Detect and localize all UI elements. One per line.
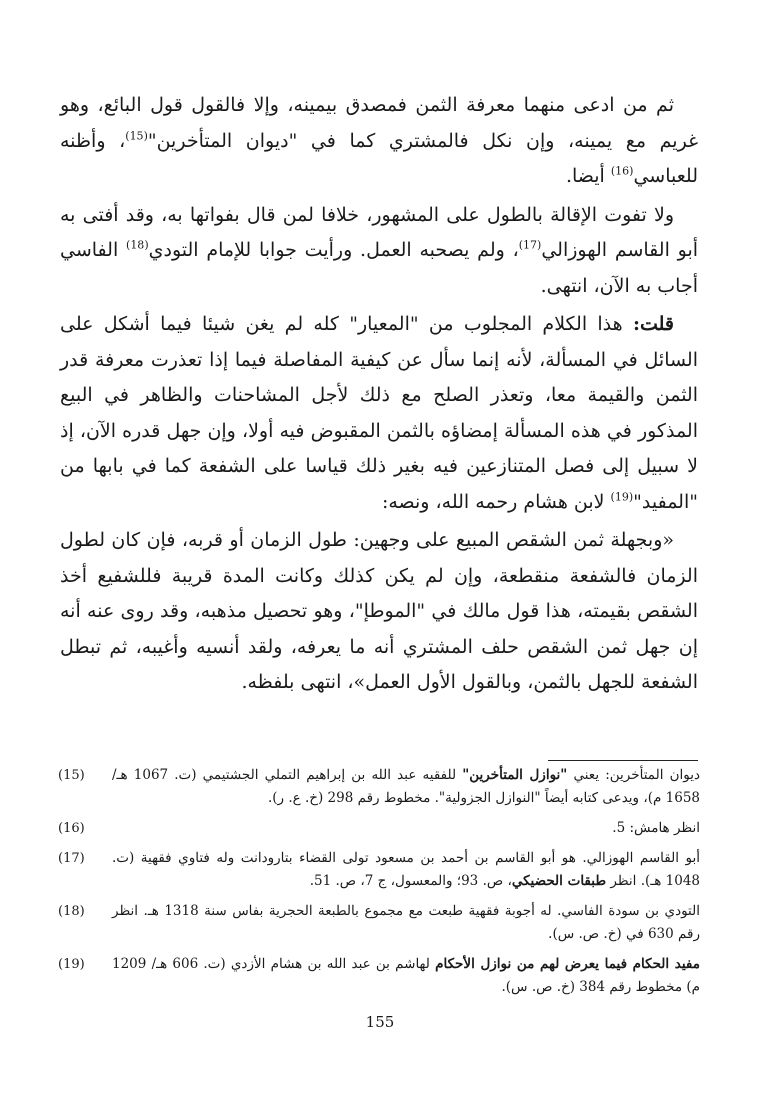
- footnote-ref-19: (19): [610, 490, 634, 504]
- footnote-16-pre: انظر هامش: 5.: [612, 820, 700, 836]
- p2-text-b: ، ولم يصحبه العمل. ورأيت جوابا للإمام التودي: [148, 239, 519, 261]
- footnote-15: [58, 764, 700, 810]
- footnotes-block: [58, 764, 700, 1006]
- footnote-18-number: (18): [58, 904, 85, 919]
- p2-text-a: ولا تفوت الإقالة بالطول على المشهور، خلافا لمن قال بفواتها به، وقد أفتى به أبو القاسم الهوزالي: [60, 203, 699, 261]
- footnote-19-number: (19): [58, 957, 85, 972]
- p1-text-c: أيضا.: [565, 165, 611, 187]
- main-text-block: [60, 88, 698, 701]
- paragraph-3: [60, 307, 698, 520]
- p1-text-b: ، وأظنه للعباسي: [60, 129, 698, 187]
- p2-text-c: الفاسي أجاب به الآن، انتهى.: [60, 239, 698, 297]
- footnote-17-post: ، ص. 93؛ والمعسول، ج 7، ص. 51.: [309, 873, 512, 889]
- footnote-15-post: للفقيه عبد الله بن إبراهيم التملي الجشتيمي (ت. 1067 هـ/ 1658 م)، ويدعى كتابه أيضاً "النوازل الجزولية". مخطوط رقم 298 (خ. ع. ر).: [112, 767, 700, 806]
- footnote-17-pre: أبو القاسم الهوزالي. هو أبو القاسم بن أحمد بن مسعود تولى القضاء بتارودانت وله فتاوي فقهية (ت. 1048 هـ). انظر: [112, 850, 700, 889]
- footnote-15-text: [102, 764, 700, 810]
- footnote-18: [58, 900, 700, 946]
- footnote-16-text: [102, 817, 700, 840]
- footnote-ref-16: (16): [610, 164, 634, 178]
- footnote-separator: [548, 760, 698, 761]
- footnote-17-title: طبقات الحضيكي: [511, 873, 607, 889]
- footnote-17: [58, 847, 700, 893]
- footnote-18-pre: التودي بن سودة الفاسي. له أجوبة فقهية طبعت مع مجموع بالطبعة الحجرية بفاس سنة 1318 هـ. انظر رقم 630 في (خ. ص. س).: [112, 903, 700, 942]
- footnote-18-text: [102, 900, 700, 946]
- footnote-19: [58, 953, 700, 999]
- footnote-17-number: (17): [58, 851, 85, 866]
- footnote-19-title: مفيد الحكام فيما يعرض لهم من نوازل الأحكام: [435, 956, 700, 972]
- footnote-ref-18: (18): [126, 238, 149, 252]
- p3-lead-word: قلت:: [632, 313, 674, 335]
- p3-text-a: هذا الكلام المجلوب من "المعيار" كله لم يغن شيئا فيما أشكل على السائل في المسألة، لأنه إنما سأل عن كيفية المفاصلة فيما إذا تعذرت معرفة قدر الثمن والقيمة معا، وتعذر الصلح مع ذلك لأجل المشاحنات والظاهر في البيع المذكور في هذه المسألة إمضاؤه بالثمن المقبوض فيه أولا، وإن جهل قدره الآن، إذ لا سبيل إلى فصل المتنازعين فيه بغير ذلك قياسا على الشفعة كما في بابها من "المفيد": [60, 313, 698, 513]
- footnote-15-number: (15): [58, 768, 85, 783]
- footnote-15-pre: ديوان المتأخرين: يعني: [567, 767, 701, 783]
- paragraph-1: [60, 88, 698, 195]
- footnote-19-text: [102, 953, 700, 999]
- p3-text-b: لابن هشام رحمه الله، ونصه:: [381, 490, 611, 513]
- footnote-ref-15: (15): [125, 129, 148, 143]
- footnote-15-title: "نوازل المتأخرين": [462, 767, 568, 783]
- footnote-17-text: [102, 847, 700, 893]
- p4-text: «وبجهلة ثمن الشقص المبيع على وجهين: طول الزمان أو قربه، فإن كان لطول الزمان فالشفعة منقطعة، وإن لم يكن كذلك وكانت المدة قريبة فللشفيع أخذ الشقص بقيمته، هذا قول مالك في "الموطإ"، وهو تحصيل مذهبه، وقد روى عنه أنه إن جهل ثمن الشقص حلف المشتري أنه ما يعرفه، ولقد أنسيه وأغيبه، ثم تبطل الشفعة للجهل بالثمن، وبالقول الأول العمل»، انتهى بلفظه.: [60, 529, 698, 693]
- paragraph-4-quote: [60, 523, 698, 701]
- page-number: 155: [365, 1013, 395, 1031]
- footnote-19-post: لهاشم بن عبد الله بن هشام الأزدي (ت. 606 هـ/ 1209 م) مخطوط رقم 384 (خ. ص. س).: [112, 956, 700, 995]
- footnote-ref-17: (17): [518, 238, 542, 252]
- footnote-16: [58, 817, 700, 840]
- footnote-16-number: (16): [58, 821, 85, 836]
- paragraph-2: [60, 198, 698, 305]
- p1-text-a: ثم من ادعى منهما معرفة الثمن فمصدق بيمينه، وإلا فالقول قول البائع، وهو غريم مع يمينه، وإن نكل فالمشتري كما في "ديوان المتأخرين": [60, 94, 699, 152]
